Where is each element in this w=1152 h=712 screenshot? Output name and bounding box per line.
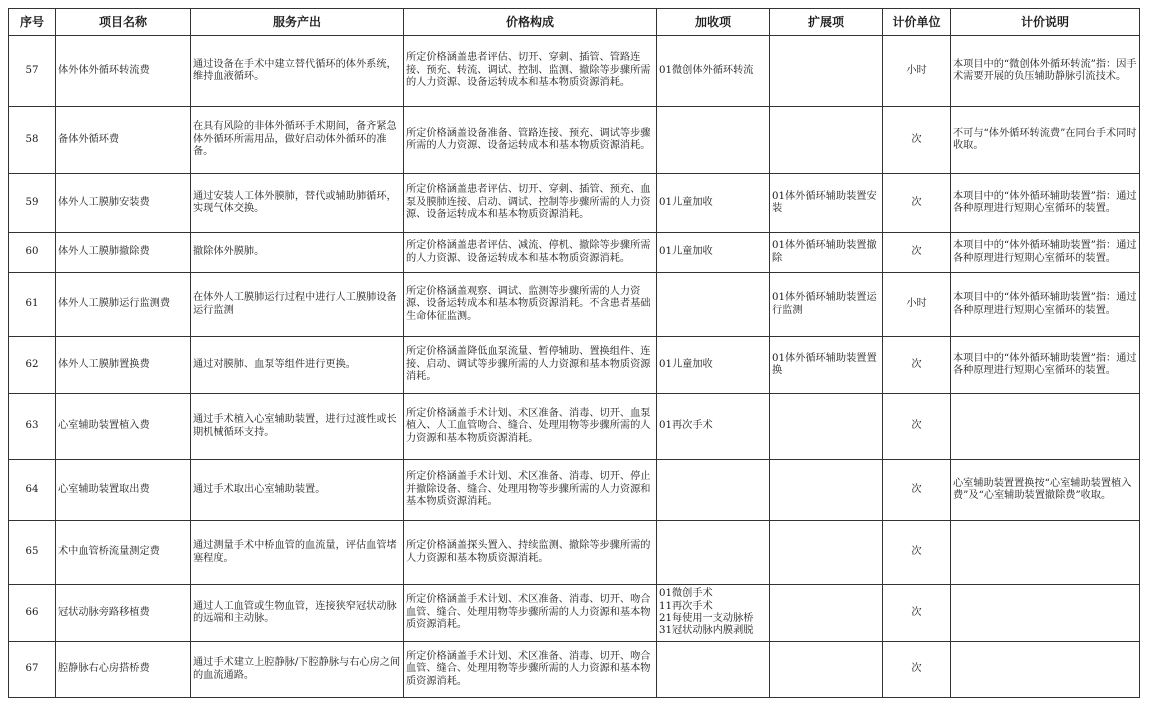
row-surcharge <box>657 642 770 698</box>
row-surcharge <box>657 107 770 174</box>
header-pricing-note: 计价说明 <box>951 9 1140 36</box>
row-item-name: 体外体外循环转流费 <box>56 36 191 107</box>
header-unit: 计价单位 <box>883 9 951 36</box>
row-surcharge: 01儿童加收 <box>657 174 770 233</box>
pricing-table-sheet <box>8 8 1140 698</box>
row-pricing-note: 本项目中的“体外循环辅助装置”指：通过各种原理进行短期心室循环的装置。 <box>951 273 1140 337</box>
row-service-output: 通过人工血管或生物血管，连接狭窄冠状动脉的远端和主动脉。 <box>191 585 404 642</box>
row-service-output: 撤除体外膜肺。 <box>191 233 404 273</box>
table-row <box>9 36 1140 107</box>
header-surcharge: 加收项 <box>657 9 770 36</box>
row-service-output: 在具有风险的非体外循环手术期间，备齐紧急体外循环所需用品，做好启动体外循环的准备。 <box>191 107 404 174</box>
row-surcharge <box>657 273 770 337</box>
row-service-output: 通过对膜肺、血泵等组件进行更换。 <box>191 337 404 394</box>
row-extension: 01体外循环辅助装置运行监测 <box>770 273 883 337</box>
row-surcharge <box>657 585 770 642</box>
header-service-output: 服务产出 <box>191 9 404 36</box>
row-service-output: 通过测量手术中桥血管的血流量，评估血管堵塞程度。 <box>191 521 404 585</box>
row-no: 57 <box>9 36 56 107</box>
row-pricing-note <box>951 585 1140 642</box>
row-extension: 01体外循环辅助装置安装 <box>770 174 883 233</box>
row-surcharge <box>657 521 770 585</box>
row-price-composition: 所定价格涵盖手术计划、术区准备、消毒、切开、血泵植入、人工血管吻合、缝合、处理用物等步骤所需的人力资源和基本物质资源消耗。 <box>404 394 657 460</box>
pricing-table <box>8 8 1140 698</box>
row-no: 61 <box>9 273 56 337</box>
row-unit: 小时 <box>883 273 951 337</box>
row-pricing-note: 本项目中的“体外循环辅助装置”指：通过各种原理进行短期心室循环的装置。 <box>951 233 1140 273</box>
table-row <box>9 521 1140 585</box>
row-extension: 01体外循环辅助装置置换 <box>770 337 883 394</box>
row-price-composition: 所定价格涵盖设备准备、管路连接、预充、调试等步骤所需的人力资源、设备运转成本和基本物质资源消耗。 <box>404 107 657 174</box>
row-price-composition: 所定价格涵盖手术计划、术区准备、消毒、切开、吻合血管、缝合、处理用物等步骤所需的人力资源和基本物质资源消耗。 <box>404 642 657 698</box>
row-surcharge <box>657 460 770 521</box>
table-row <box>9 233 1140 273</box>
row-no: 66 <box>9 585 56 642</box>
row-no: 63 <box>9 394 56 460</box>
row-unit: 次 <box>883 642 951 698</box>
row-surcharge: 01儿童加收 <box>657 337 770 394</box>
row-service-output: 在体外人工膜肺运行过程中进行人工膜肺设备运行监测 <box>191 273 404 337</box>
row-price-composition: 所定价格涵盖手术计划、术区准备、消毒、切开、吻合血管、缝合、处理用物等步骤所需的人力资源和基本物质资源消耗。 <box>404 585 657 642</box>
row-service-output: 通过手术取出心室辅助装置。 <box>191 460 404 521</box>
row-unit: 次 <box>883 460 951 521</box>
row-price-composition: 所定价格涵盖探头置入、持续监测、撤除等步骤所需的人力资源和基本物质资源消耗。 <box>404 521 657 585</box>
row-unit: 次 <box>883 394 951 460</box>
surcharge-line: 31冠状动脉内膜剥脱 <box>659 625 754 637</box>
row-extension: 01体外循环辅助装置撤除 <box>770 233 883 273</box>
row-pricing-note: 不可与“体外循环转流费”在同台手术同时收取。 <box>951 107 1140 174</box>
row-extension <box>770 36 883 107</box>
table-row <box>9 460 1140 521</box>
table-row <box>9 585 1140 642</box>
row-item-name: 体外人工膜肺撤除费 <box>56 233 191 273</box>
row-unit: 次 <box>883 107 951 174</box>
row-surcharge: 01微创体外循环转流 <box>657 36 770 107</box>
row-item-name: 备体外循环费 <box>56 107 191 174</box>
row-item-name: 心室辅助装置植入费 <box>56 394 191 460</box>
row-extension <box>770 585 883 642</box>
row-pricing-note <box>951 394 1140 460</box>
row-price-composition: 所定价格涵盖患者评估、减流、停机、撤除等步骤所需的人力资源、设备运转成本和基本物质资源消耗。 <box>404 233 657 273</box>
row-no: 64 <box>9 460 56 521</box>
row-price-composition: 所定价格涵盖降低血泵流量、暂停辅助、置换组件、连接、启动、调试等步骤所需的人力资源和基本物质资源消耗。 <box>404 337 657 394</box>
table-row <box>9 174 1140 233</box>
table-row <box>9 394 1140 460</box>
row-surcharge: 01儿童加收 <box>657 233 770 273</box>
row-item-name: 心室辅助装置取出费 <box>56 460 191 521</box>
row-extension <box>770 521 883 585</box>
row-unit: 次 <box>883 337 951 394</box>
row-unit: 次 <box>883 585 951 642</box>
row-extension <box>770 642 883 698</box>
header-extension: 扩展项 <box>770 9 883 36</box>
row-extension <box>770 460 883 521</box>
row-unit: 次 <box>883 174 951 233</box>
table-row <box>9 642 1140 698</box>
table-row <box>9 107 1140 174</box>
row-no: 58 <box>9 107 56 174</box>
row-extension <box>770 394 883 460</box>
row-item-name: 体外人工膜肺置换费 <box>56 337 191 394</box>
surcharge-line: 11再次手术 <box>659 600 713 612</box>
row-service-output: 通过手术建立上腔静脉/下腔静脉与右心房之间的血流通路。 <box>191 642 404 698</box>
row-unit: 次 <box>883 521 951 585</box>
row-no: 59 <box>9 174 56 233</box>
row-surcharge: 01再次手术 <box>657 394 770 460</box>
row-extension <box>770 107 883 174</box>
row-pricing-note: 本项目中的“微创体外循环转流”指：因手术需要开展的负压辅助静脉引流技术。 <box>951 36 1140 107</box>
header-no: 序号 <box>9 9 56 36</box>
row-item-name: 术中血管桥流量测定费 <box>56 521 191 585</box>
row-price-composition: 所定价格涵盖手术计划、术区准备、消毒、切开、停止并撤除设备、缝合、处理用物等步骤所需的人力资源和基本物质资源消耗。 <box>404 460 657 521</box>
row-item-name: 冠状动脉旁路移植费 <box>56 585 191 642</box>
row-no: 60 <box>9 233 56 273</box>
row-price-composition: 所定价格涵盖观察、调试、监测等步骤所需的人力资源、设备运转成本和基本物质资源消耗。不含患者基础生命体征监测。 <box>404 273 657 337</box>
row-pricing-note <box>951 521 1140 585</box>
surcharge-line: 01微创手术 <box>659 588 713 600</box>
row-price-composition: 所定价格涵盖患者评估、切开、穿刺、插管、管路连接、预充、转流、调试、控制、监测、撤除等步骤所需的人力资源、设备运转成本和基本物质资源消耗。 <box>404 36 657 107</box>
row-pricing-note <box>951 642 1140 698</box>
header-price-composition: 价格构成 <box>404 9 657 36</box>
row-unit: 小时 <box>883 36 951 107</box>
row-item-name: 腔静脉右心房搭桥费 <box>56 642 191 698</box>
row-service-output: 通过安装人工体外膜肺，替代或辅助肺循环，实现气体交换。 <box>191 174 404 233</box>
row-item-name: 体外人工膜肺安装费 <box>56 174 191 233</box>
row-item-name: 体外人工膜肺运行监测费 <box>56 273 191 337</box>
table-row <box>9 337 1140 394</box>
header-row <box>9 9 1140 36</box>
row-price-composition: 所定价格涵盖患者评估、切开、穿刺、插管、预充、血泵及膜肺连接、启动、调试、控制等步骤所需的人力资源、设备运转成本和基本物质资源消耗。 <box>404 174 657 233</box>
table-row <box>9 273 1140 337</box>
header-item-name: 项目名称 <box>56 9 191 36</box>
surcharge-line: 21每使用一支动脉桥 <box>659 613 754 624</box>
row-unit: 次 <box>883 233 951 273</box>
row-service-output: 通过手术植入心室辅助装置，进行过渡性或长期机械循环支持。 <box>191 394 404 460</box>
row-no: 67 <box>9 642 56 698</box>
row-service-output: 通过设备在手术中建立替代循环的体外系统，维持血液循环。 <box>191 36 404 107</box>
row-pricing-note: 本项目中的“体外循环辅助装置”指：通过各种原理进行短期心室循环的装置。 <box>951 337 1140 394</box>
row-pricing-note: 心室辅助装置置换按“心室辅助装置植入费”及“心室辅助装置撤除费”收取。 <box>951 460 1140 521</box>
row-no: 62 <box>9 337 56 394</box>
row-no: 65 <box>9 521 56 585</box>
row-pricing-note: 本项目中的“体外循环辅助装置”指：通过各种原理进行短期心室循环的装置。 <box>951 174 1140 233</box>
